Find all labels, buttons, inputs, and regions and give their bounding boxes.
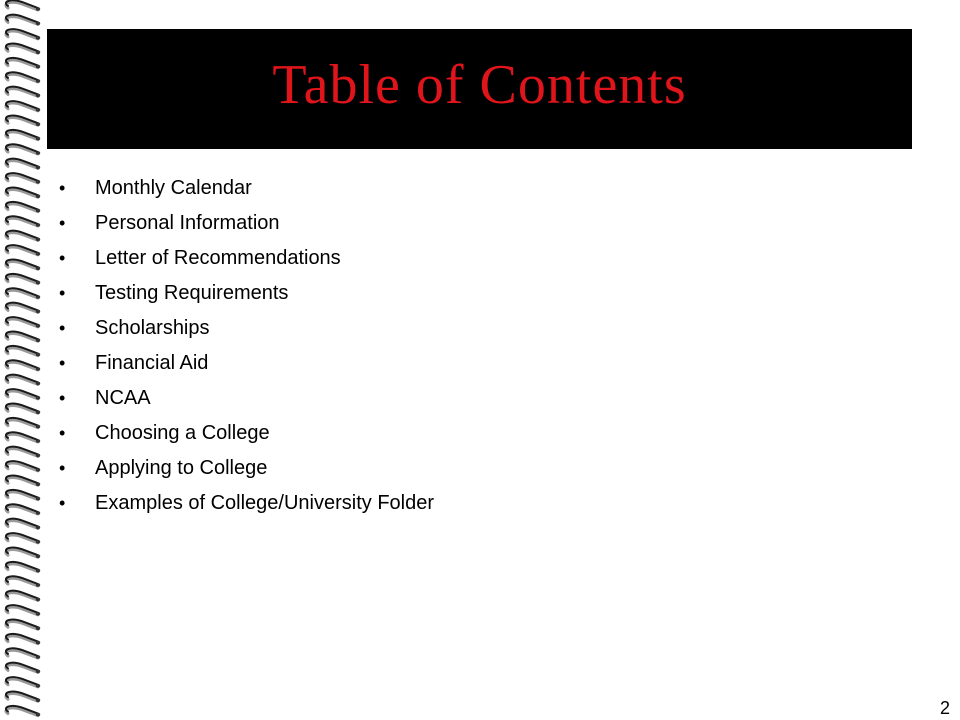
spiral-ring [6, 706, 40, 716]
list-item-label: Examples of College/University Folder [95, 492, 435, 514]
spiral-ring [6, 29, 40, 39]
list-item-label: Choosing a College [95, 422, 270, 444]
spiral-ring [6, 245, 40, 255]
spiral-ring [6, 346, 40, 356]
spiral-ring [6, 476, 40, 486]
spiral-ring [6, 692, 40, 702]
list-item-label: NCAA [95, 387, 151, 409]
spiral-ring [6, 159, 40, 169]
spiral-ring [6, 101, 40, 111]
bullet-icon: • [59, 458, 66, 478]
spiral-ring [6, 15, 40, 25]
bullet-icon: • [59, 213, 66, 233]
title-banner [47, 29, 912, 149]
spiral-ring [6, 576, 40, 586]
spiral-ring [6, 202, 40, 212]
spiral-ring [6, 173, 40, 183]
spiral-ring [6, 317, 40, 327]
list-item-label: Personal Information [95, 212, 280, 234]
spiral-ring [6, 432, 40, 442]
bullet-icon: • [59, 318, 66, 338]
page-number: 2 [939, 698, 950, 718]
spiral-ring [6, 58, 40, 68]
spiral-ring [6, 418, 40, 428]
bullet-icon: • [59, 388, 66, 408]
spiral-ring [6, 634, 40, 644]
spiral-ring [6, 677, 40, 687]
bullet-icon: • [59, 248, 66, 268]
spiral-ring [6, 0, 40, 10]
spiral-ring [6, 332, 40, 342]
spiral-ring [6, 605, 40, 615]
spiral-ring [6, 648, 40, 658]
spiral-ring [6, 461, 40, 471]
spiral-ring [6, 490, 40, 500]
spiral-ring [6, 260, 40, 270]
bullet-icon: • [59, 283, 66, 303]
spiral-ring [6, 231, 40, 241]
spiral-ring [6, 288, 40, 298]
spiral-ring [6, 274, 40, 284]
list-item-label: Monthly Calendar [95, 177, 252, 199]
bullet-icon: • [59, 353, 66, 373]
spiral-ring [6, 404, 40, 414]
spiral-binding-icon [0, 0, 46, 720]
spiral-ring [6, 130, 40, 140]
bullet-icon: • [59, 178, 66, 198]
spiral-ring [6, 360, 40, 370]
spiral-ring [6, 389, 40, 399]
spiral-ring [6, 548, 40, 558]
list-item-label: Letter of Recommendations [95, 247, 341, 269]
spiral-ring [6, 375, 40, 385]
spiral-ring [6, 447, 40, 457]
spiral-ring [6, 533, 40, 543]
spiral-ring [6, 72, 40, 82]
spiral-ring [6, 188, 40, 198]
spiral-ring [6, 519, 40, 529]
spiral-ring [6, 44, 40, 54]
spiral-ring [6, 216, 40, 226]
spiral-ring [6, 303, 40, 313]
bullet-icon: • [59, 423, 66, 443]
spiral-ring [6, 116, 40, 126]
spiral-ring [6, 144, 40, 154]
spiral-ring [6, 504, 40, 514]
slide-title: Table of Contents [272, 54, 687, 116]
list-item-label: Testing Requirements [95, 282, 289, 304]
spiral-ring [6, 663, 40, 673]
spiral-ring [6, 620, 40, 630]
list-item-label: Scholarships [95, 317, 210, 339]
list-item-label: Financial Aid [95, 352, 209, 374]
spiral-ring [6, 591, 40, 601]
spiral-ring [6, 562, 40, 572]
bullet-icon: • [59, 493, 66, 513]
spiral-ring [6, 87, 40, 97]
list-item-label: Applying to College [95, 457, 268, 479]
